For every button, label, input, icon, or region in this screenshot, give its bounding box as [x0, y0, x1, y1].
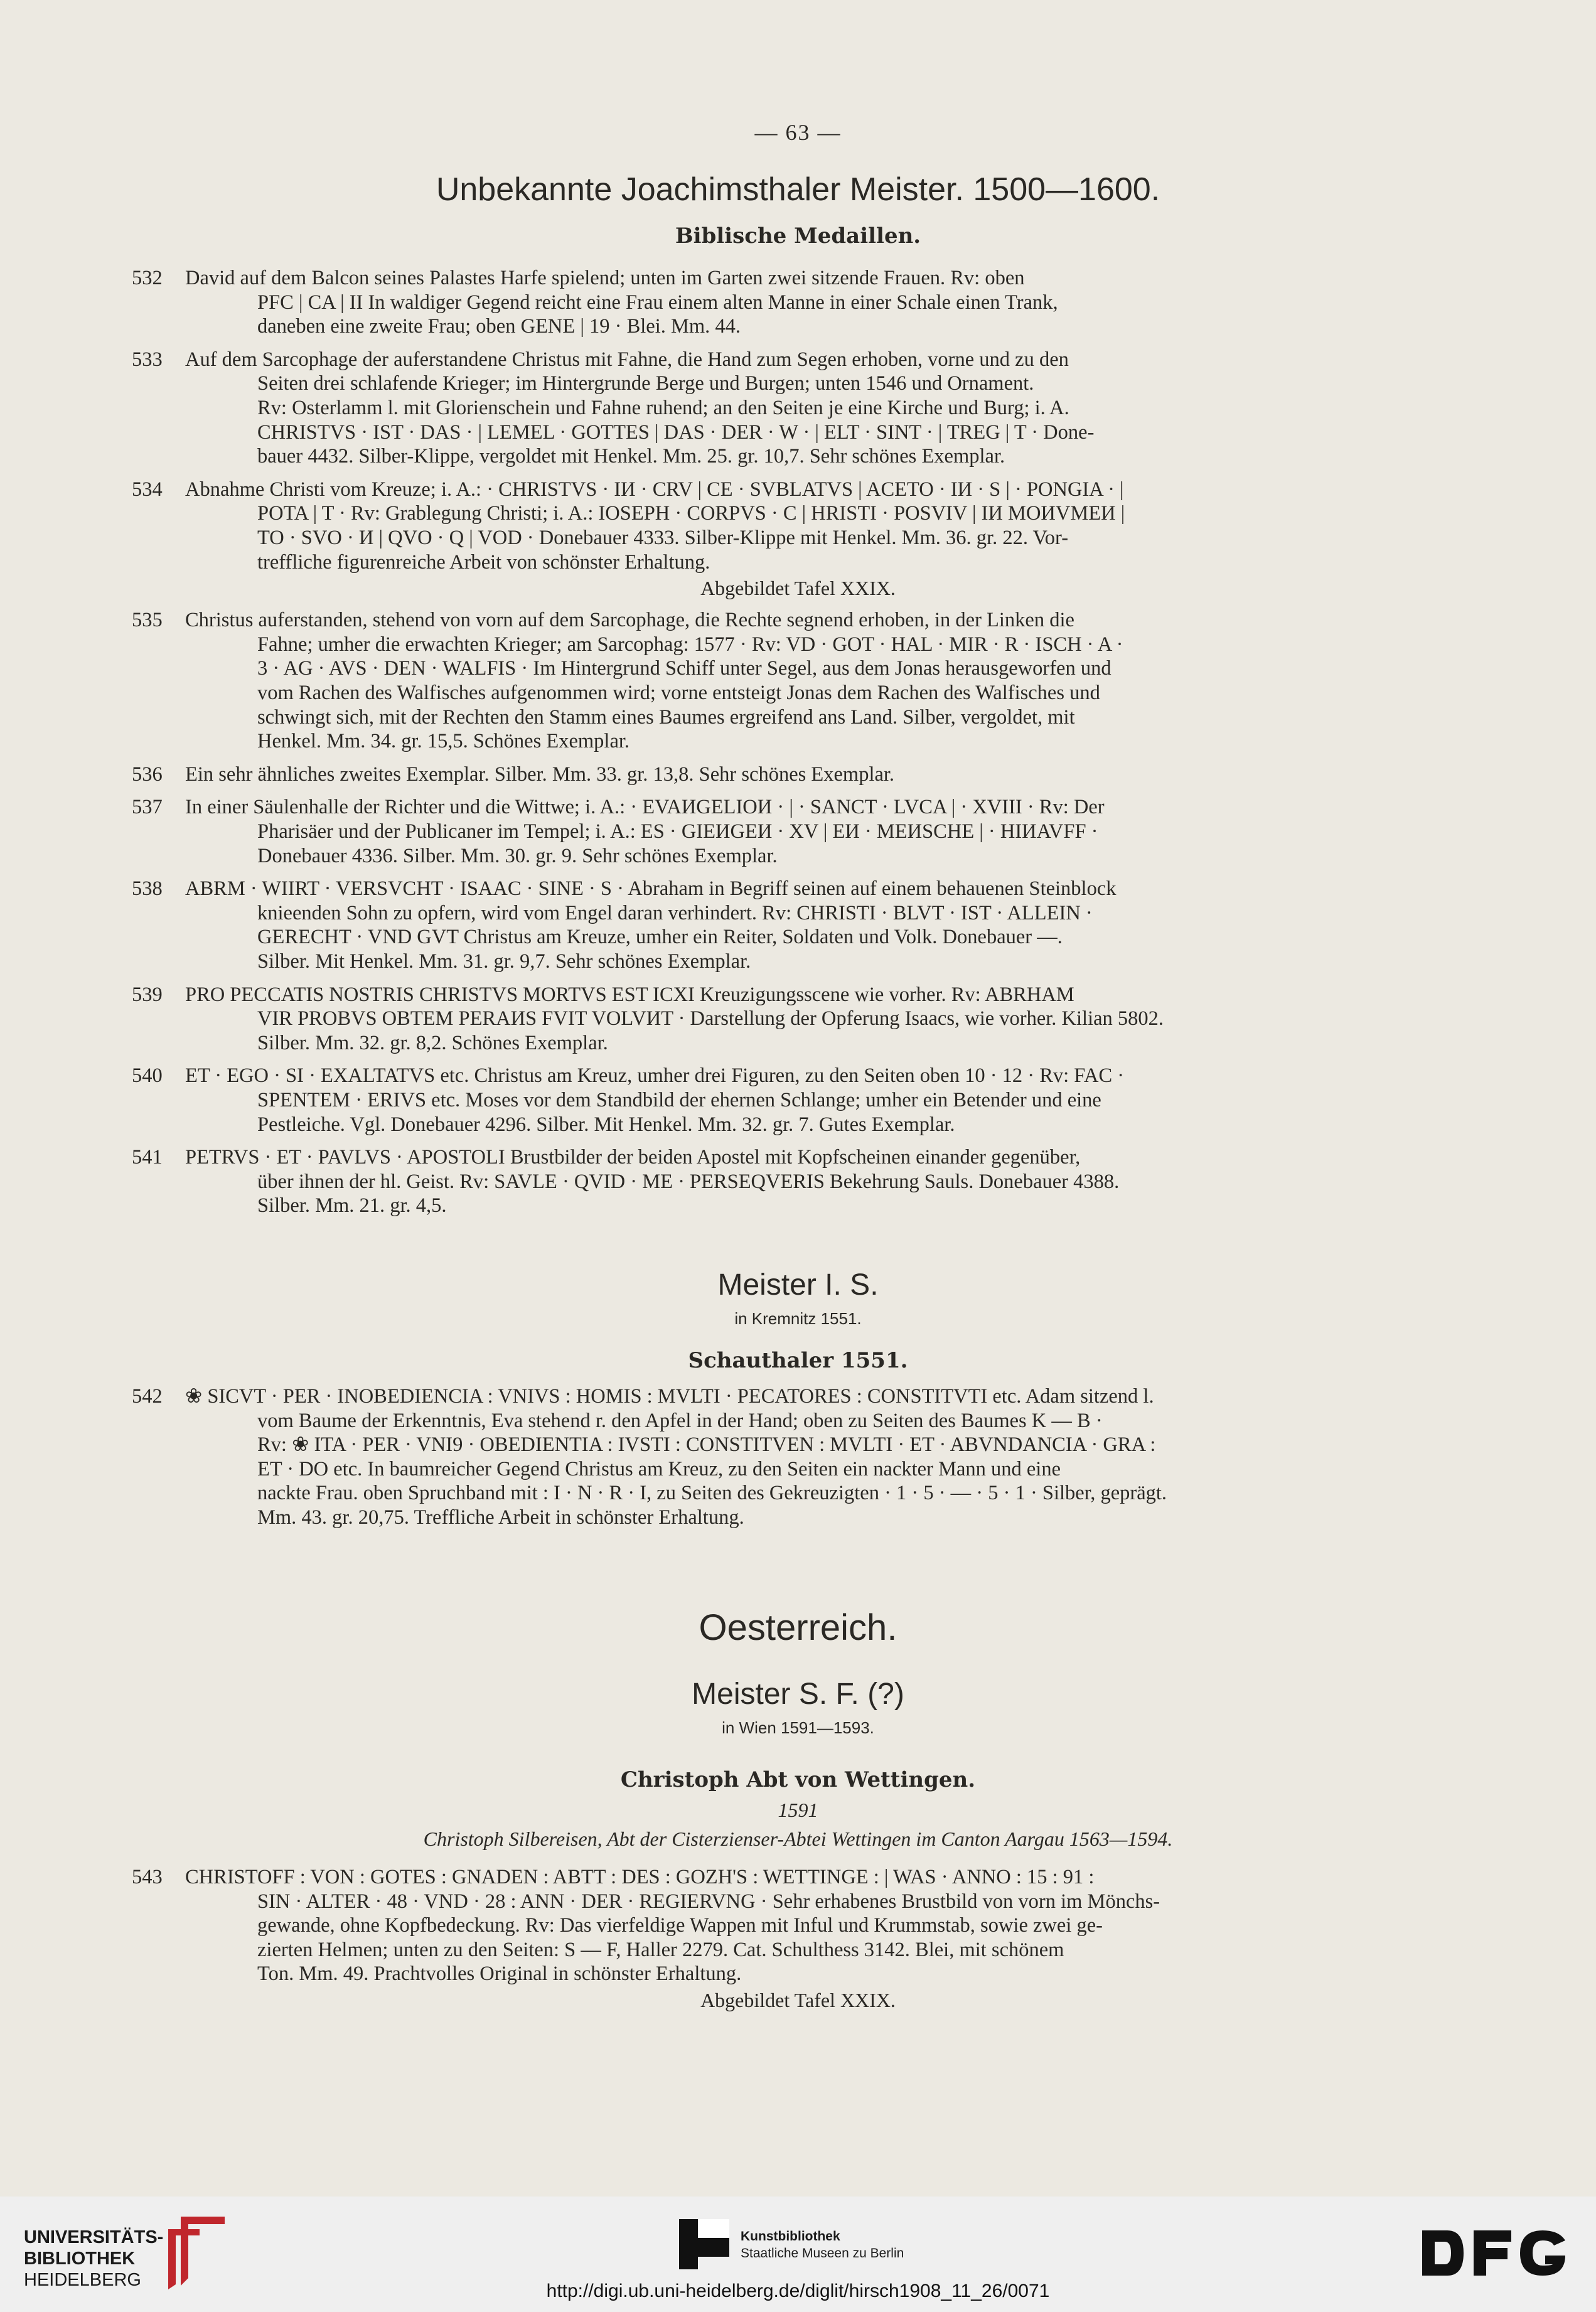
entry-text [185, 1865, 1363, 1986]
kunstbibliothek-logo-icon [679, 2219, 729, 2269]
entry-number: 537 [132, 796, 163, 819]
entry-line: zierten Helmen; unten zu den Seiten: S — F, Haller 2279. Cat. Schulthess 3142. Blei, mit schönem [257, 1938, 1064, 1961]
entry-line: Pharisäer und der Publicaner im Tempel; i. A.: ES · GIEИGEИ · XV | EИ · MEИSCHE | · HIИAVFF · [257, 820, 1098, 843]
footer-bar [0, 2197, 1596, 2312]
year-line: 1591 [778, 1799, 818, 1821]
entry-line: CHRISTOFF : VON : GOTES : GNADEN : ABTT : DES : GOZH'S : WETTINGE : | WAS · ANNO : 15 : 91 : [185, 1866, 1095, 1888]
entry-line: Pestleiche. Vgl. Donebauer 4296. Silber. Mit Henkel. Mm. 32. gr. 7. Gutes Exemplar. [257, 1113, 955, 1136]
entry-number: 541 [132, 1146, 163, 1169]
entry-number: 542 [132, 1385, 163, 1408]
entry-line: ET · DO etc. In baumreicher Gegend Christus am Kreuz, zu den Seiten ein nackter Mann und eine [257, 1457, 1061, 1480]
catalogue-entry [132, 877, 1363, 973]
entry-line: PETRVS · ET · PAVLVS · APOSTOLI Brustbilder der beiden Apostel mit Kopfscheinen einander gegenüber, [185, 1146, 1081, 1169]
main-heading: Unbekannte Joachimsthaler Meister. 1500—1600. [436, 171, 1160, 208]
entry-line: ❀ SICVT · PER · INOBEDIENCIA : VNIVS : HOMIS : MVLTI · PECATORES : CONSTITVTI etc. Adam sitzend l. [185, 1385, 1154, 1408]
entry-line: schwingt sich, mit der Rechten den Stamm eines Baumes ergreifend ans Land. Silber, vergoldet, mit [257, 705, 1075, 729]
kunstbibliothek-text [741, 2228, 904, 2262]
entry-line: 3 · AG · AVS · DEN · WALFIS · Im Hintergrund Schiff unter Segel, aus dem Jonas herausgeworfen und [257, 657, 1111, 680]
entry-line: GERECHT · VND GVT Christus am Kreuze, umher ein Reiter, Soldaten und Volk. Donebauer —. [257, 926, 1063, 949]
entry-line: bauer 4432. Silber-Klippe, vergoldet mit Henkel. Mm. 25. gr. 10,7. Sehr schönes Exemplar. [257, 445, 1005, 468]
ub-line-2: BIBLIOTHEK [24, 2249, 136, 2269]
entry-line: Rv: Osterlamm l. mit Glorienschein und Fahne ruhend; an den Seiten je eine Kirche und Burg; i. A. [257, 396, 1069, 419]
master-location-sf: in Wien 1591—1593. [722, 1718, 874, 1737]
entry-text [185, 608, 1363, 754]
entry-line: SIN · ALTER · 48 · VND · 28 : ANN · DER · REGIERVNG · Sehr erhabenes Brustbild von vorn im Mönchs- [257, 1890, 1160, 1913]
catalogue-entry [132, 266, 1363, 339]
catalogue-entry [132, 1865, 1363, 1986]
entry-line: Silber. Mit Henkel. Mm. 31. gr. 9,7. Sehr schönes Exemplar. [257, 950, 751, 973]
subtitle-italic: Christoph Silbereisen, Abt der Cisterzienser-Abtei Wettingen im Canton Aargau 1563—1594. [423, 1828, 1173, 1850]
plate-reference: Abgebildet Tafel XXIX. [700, 577, 896, 600]
entry-line: vom Baume der Erkenntnis, Eva stehend r. den Apfel in der Hand; oben zu Seiten des Baumes K — B · [257, 1409, 1103, 1432]
entry-number: 543 [132, 1866, 163, 1888]
entry-number: 539 [132, 983, 163, 1006]
ub-logo-icon [156, 2210, 231, 2292]
entry-line: über ihnen der hl. Geist. Rv: SAVLE · QVID · ME · PERSEQVERIS Bekehrung Sauls. Donebauer 4388. [257, 1170, 1120, 1193]
kb-line-1: Kunstbibliothek [741, 2229, 840, 2244]
catalogue-entry [132, 1384, 1363, 1530]
ub-line-3: HEIDELBERG [24, 2270, 141, 2290]
entry-line: ET · EGO · SI · EXALTATVS etc. Christus am Kreuz, umher drei Figuren, zu den Seiten oben 10 · 12 · Rv: FAC · [185, 1064, 1125, 1088]
entry-line: Henkel. Mm. 34. gr. 15,5. Schönes Exemplar. [257, 730, 630, 753]
catalogue-entry [132, 983, 1363, 1056]
entry-text [185, 266, 1363, 339]
entry-line: treffliche figurenreiche Arbeit von schönster Erhaltung. [257, 550, 710, 574]
entry-text [185, 1384, 1363, 1530]
catalogue-entry [132, 478, 1363, 574]
master-location-is: in Kremnitz 1551. [734, 1309, 862, 1328]
entry-number: 540 [132, 1064, 163, 1088]
entry-text [185, 795, 1363, 868]
entry-line: Abnahme Christi vom Kreuze; i. A.: · CHRISTVS · IИ · CRV | CE · SVBLATVS | ACETO · IИ · S | · PONGIA · | [185, 478, 1124, 501]
plate-reference-2: Abgebildet Tafel XXIX. [700, 1989, 896, 2011]
section-heading-schauthaler: Schauthaler 1551. [688, 1348, 908, 1373]
entry-line: daneben eine zweite Frau; oben GENE | 19 · Blei. Mm. 44. [257, 315, 741, 338]
entry-text [185, 478, 1363, 574]
permalink-url[interactable]: http://digi.ub.uni-heidelberg.de/diglit/hirsch1908_11_26/0071 [546, 2281, 1050, 2301]
entry-number: 532 [132, 267, 163, 289]
entry-line: PRO PECCATIS NOSTRIS CHRISTVS MORTVS EST ICXI Kreuzigungsscene wie vorher. Rv: ABRHAM [185, 983, 1074, 1006]
entry-line: SPENTEM · ERIVS etc. Moses vor dem Standbild der ehernen Schlange; umher ein Betender und eine [257, 1088, 1101, 1111]
entry-line: POTA | T · Rv: Grablegung Christi; i. A.: IOSEPH · CORPVS · C | HRISTI · POSVIV | IИ MOИVMEИ | [257, 502, 1125, 525]
entry-line: ABRM · WIIRT · VERSVCHT · ISAAC · SINE · S · Abraham in Begriff seinen auf einem behauenen Steinblock [185, 877, 1117, 901]
entry-number: 534 [132, 478, 163, 501]
entry-text [185, 763, 1363, 787]
entry-text [185, 983, 1363, 1056]
dfg-logo-icon [1420, 2228, 1570, 2278]
catalogue-entry [132, 795, 1363, 868]
entry-line: Fahne; umher die erwachten Krieger; am Sarcophag: 1577 · Rv: VD · GOT · HAL · MIR · R · ISCH · A · [257, 633, 1123, 656]
catalogue-entry [132, 1064, 1363, 1137]
entry-line: PFC | CA | II In waldiger Gegend reicht eine Frau einem alten Manne in einer Schale einen Trank, [257, 291, 1058, 314]
entry-number: 535 [132, 609, 163, 632]
entry-line: In einer Säulenhalle der Richter und die Wittwe; i. A.: · EVAИGELIOИ · | · SANCT · LVCA | · XVIII · Rv: Der [185, 796, 1105, 819]
entry-number: 536 [132, 763, 163, 786]
catalogue-entry [132, 763, 1363, 787]
entry-text [185, 877, 1363, 973]
entry-text [185, 348, 1363, 469]
entry-line: VIR PROBVS OBTEM PERAИS FVIT VOLVИT · Darstellung der Opferung Isaacs, wie vorher. Kilian 5802. [257, 1007, 1164, 1030]
entry-line: Christus auferstanden, stehend von vorn auf dem Sarcophage, die Rechte segnend erhoben, in der Linken die [185, 609, 1074, 632]
entry-line: Silber. Mm. 32. gr. 8,2. Schönes Exemplar. [257, 1031, 608, 1054]
catalogue-entry [132, 1145, 1363, 1218]
entry-line: Donebauer 4336. Silber. Mm. 30. gr. 9. Sehr schönes Exemplar. [257, 844, 778, 867]
entry-line: nackte Frau. oben Spruchband mit : I · N · R · I, zu Seiten des Gekreuzigten · 1 · 5 · — · 5 · 1 · Silber, geprägt. [257, 1482, 1167, 1505]
entry-line: Mm. 43. gr. 20,75. Treffliche Arbeit in schönster Erhaltung. [257, 1506, 744, 1529]
entry-text [185, 1145, 1363, 1218]
entry-line: Ein sehr ähnliches zweites Exemplar. Silber. Mm. 33. gr. 13,8. Sehr schönes Exemplar. [185, 763, 895, 786]
entry-line: Seiten drei schlafende Krieger; im Hintergrunde Berge und Burgen; unten 1546 und Ornament. [257, 372, 1034, 395]
entry-line: knieenden Sohn zu opfern, wird vom Engel daran verhindert. Rv: CHRISTI · BLVT · IST · ALLEIN · [257, 901, 1093, 924]
section-heading-christoph: Christoph Abt von Wettingen. [620, 1767, 976, 1792]
entry-line: TO · SVO · И | QVO · Q | VOD · Donebauer 4333. Silber-Klippe mit Henkel. Mm. 36. gr. 22. Vor- [257, 526, 1069, 549]
entry-line: David auf dem Balcon seines Palastes Harfe spielend; unten im Garten zwei sitzende Frauen. Rv: oben [185, 267, 1025, 289]
entry-line: vom Rachen des Walfisches aufgenommen wird; vorne entsteigt Jonas dem Rachen des Walfisches und [257, 681, 1100, 704]
master-heading-is: Meister I. S. [717, 1268, 879, 1302]
catalogue-entry [132, 608, 1363, 754]
entry-line: CHRISTVS · IST · DAS · | LEMEL · GOTTES | DAS · DER · W · | ELT · SINT · | TREG | T · Done- [257, 420, 1095, 444]
entry-number: 533 [132, 348, 163, 371]
entry-line: Ton. Mm. 49. Prachtvolles Original in schönster Erhaltung. [257, 1962, 742, 1986]
entry-line: Silber. Mm. 21. gr. 4,5. [257, 1194, 447, 1218]
entry-line: Rv: ❀ ITA · PER · VNI9 · OBEDIENTIA : IVSTI : CONSTITVEN : MVLTI · ET · ABVNDANCIA · GRA : [257, 1433, 1156, 1457]
entry-line: gewande, ohne Kopfbedeckung. Rv: Das vierfeldige Wappen mit Inful und Krummstab, sowie zwei ge- [257, 1914, 1103, 1937]
country-heading: Oesterreich. [699, 1607, 897, 1648]
catalogue-entry [132, 348, 1363, 469]
entry-text [185, 1064, 1363, 1137]
kb-line-2: Staatliche Museen zu Berlin [741, 2246, 904, 2261]
entry-number: 538 [132, 877, 163, 901]
entry-line: Auf dem Sarcophage der auferstandene Christus mit Fahne, die Hand zum Segen erhoben, vorne und zu den [185, 348, 1069, 371]
section-heading-biblische: Biblische Medaillen. [675, 223, 921, 249]
ub-line-1: UNIVERSITÄTS- [24, 2227, 164, 2247]
page-number: — 63 — [754, 120, 842, 145]
master-heading-sf: Meister S. F. (?) [692, 1678, 904, 1711]
